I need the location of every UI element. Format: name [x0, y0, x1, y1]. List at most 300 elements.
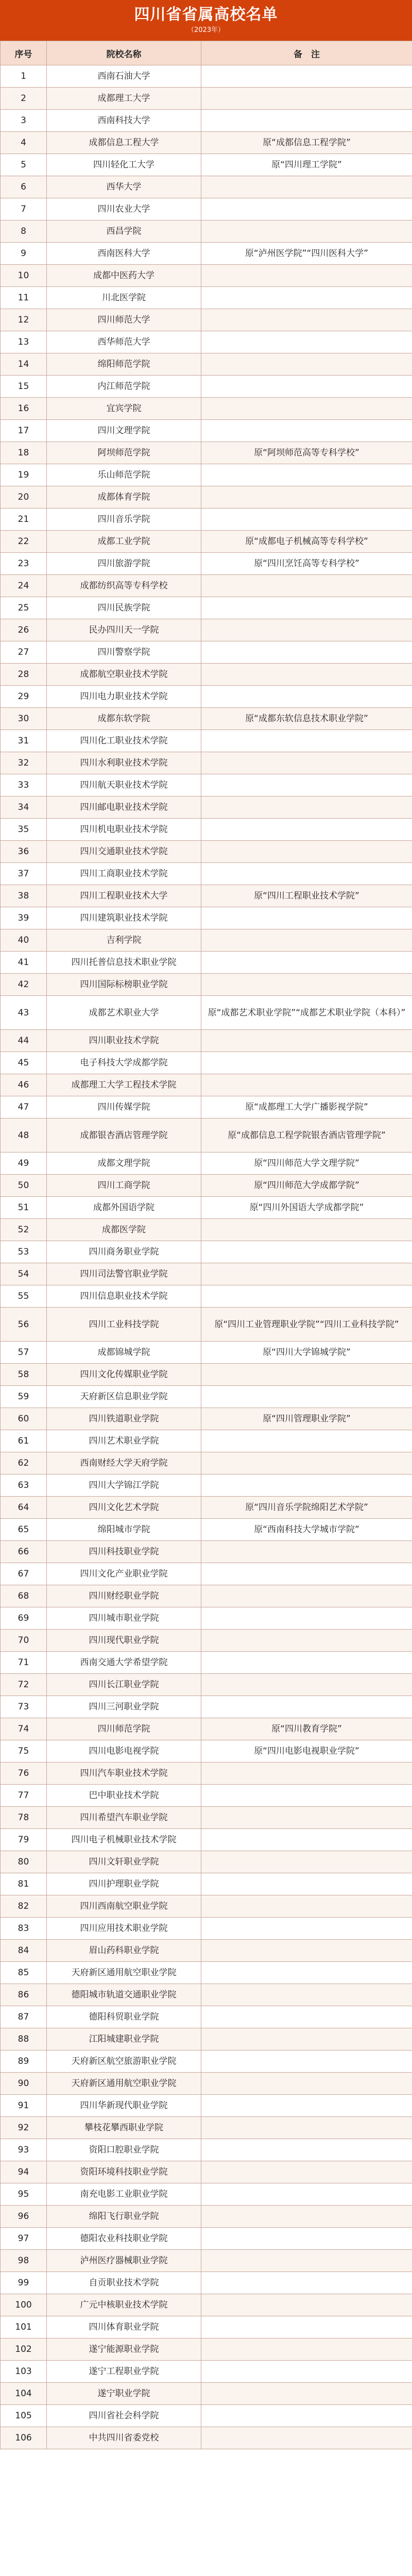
university-table: [0, 41, 412, 2449]
table-row: [1, 1541, 412, 1563]
school-name-cell: 四川护理职业学院: [47, 1873, 201, 1895]
table-row: [1, 531, 412, 553]
note-cell: 原“泸州医学院”“四川医科大学”: [201, 243, 412, 265]
note-cell: 原“成都信息工程学院银杏酒店管理学院”: [201, 1118, 412, 1153]
note-cell: [201, 1918, 412, 1940]
note-cell: [201, 1285, 412, 1308]
school-name-cell: 成都航空职业技术学院: [47, 664, 201, 686]
school-name-cell: 成都中医药大学: [47, 265, 201, 287]
row-number-cell: 82: [1, 1895, 47, 1918]
school-name-cell: 吉利学院: [47, 929, 201, 952]
note-cell: 原“成都东软信息技术职业学院”: [201, 708, 412, 730]
table-row: [1, 1408, 412, 1430]
note-cell: 原“四川电影电视职业学院”: [201, 1740, 412, 1762]
row-number-cell: 12: [1, 309, 47, 331]
school-name-cell: 攀枝花攀西职业学院: [47, 2117, 201, 2139]
row-number-cell: 48: [1, 1118, 47, 1153]
table-row: [1, 1030, 412, 1052]
table-header-row: [1, 41, 412, 65]
table-row: [1, 1829, 412, 1851]
note-cell: [201, 752, 412, 774]
note-cell: [201, 1585, 412, 1607]
row-number-cell: 53: [1, 1241, 47, 1263]
school-name-cell: 四川华新现代职业学院: [47, 2095, 201, 2117]
note-cell: [201, 486, 412, 509]
note-cell: 原“西南科技大学城市学院”: [201, 1519, 412, 1541]
table-row: [1, 110, 412, 132]
table-row: [1, 442, 412, 464]
table-row: [1, 597, 412, 619]
note-cell: [201, 664, 412, 686]
note-cell: [201, 265, 412, 287]
table-row: [1, 664, 412, 686]
school-name-cell: 天府新区航空旅游职业学院: [47, 2050, 201, 2073]
table-row: [1, 575, 412, 597]
note-cell: [201, 1607, 412, 1630]
row-number-cell: 103: [1, 2361, 47, 2383]
school-name-cell: 四川汽车职业技术学院: [47, 1762, 201, 1785]
row-number-cell: 10: [1, 265, 47, 287]
note-cell: [201, 2206, 412, 2228]
school-name-cell: 遂宁职业学院: [47, 2383, 201, 2405]
school-name-cell: 四川电影电视学院: [47, 1740, 201, 1762]
table-row: [1, 1740, 412, 1762]
row-number-cell: 8: [1, 221, 47, 243]
table-row: [1, 176, 412, 198]
row-number-cell: 88: [1, 2028, 47, 2050]
row-number-cell: 33: [1, 774, 47, 796]
note-cell: [201, 1762, 412, 1785]
table-row: [1, 1962, 412, 1984]
table-row: [1, 2050, 412, 2073]
note-cell: [201, 2294, 412, 2316]
row-number-cell: 80: [1, 1851, 47, 1873]
school-name-cell: 成都锦城学院: [47, 1342, 201, 1364]
table-row: [1, 819, 412, 841]
table-row: [1, 952, 412, 974]
table-row: [1, 1475, 412, 1497]
table-row: [1, 1430, 412, 1452]
row-number-cell: 23: [1, 553, 47, 575]
note-cell: 原“阿坝师范高等专科学校”: [201, 442, 412, 464]
table-row: [1, 1096, 412, 1118]
table-row: [1, 863, 412, 885]
note-cell: [201, 2117, 412, 2139]
note-cell: 原“四川大学锦城学院”: [201, 1342, 412, 1364]
note-cell: [201, 198, 412, 221]
school-name-cell: 四川农业大学: [47, 198, 201, 221]
row-number-cell: 56: [1, 1308, 47, 1342]
table-row: [1, 420, 412, 442]
table-row: [1, 708, 412, 730]
row-number-cell: 29: [1, 686, 47, 708]
row-number-cell: 9: [1, 243, 47, 265]
school-name-cell: 广元中核职业技术学院: [47, 2294, 201, 2316]
row-number-cell: 73: [1, 1696, 47, 1718]
note-cell: [201, 1851, 412, 1873]
row-number-cell: 16: [1, 398, 47, 420]
table-row: [1, 243, 412, 265]
school-name-cell: 成都银杏酒店管理学院: [47, 1118, 201, 1153]
row-number-cell: 89: [1, 2050, 47, 2073]
table-row: [1, 2338, 412, 2361]
table-row: [1, 686, 412, 708]
row-number-cell: 68: [1, 1585, 47, 1607]
table-row: [1, 265, 412, 287]
table-row: [1, 1895, 412, 1918]
table-row: [1, 2161, 412, 2183]
table-row: [1, 907, 412, 929]
row-number-cell: 7: [1, 198, 47, 221]
table-row: [1, 2383, 412, 2405]
school-name-cell: 成都外国语学院: [47, 1197, 201, 1219]
row-number-cell: 86: [1, 1984, 47, 2006]
school-name-cell: 四川艺术职业学院: [47, 1430, 201, 1452]
table-row: [1, 154, 412, 176]
school-name-cell: 四川希望汽车职业学院: [47, 1807, 201, 1829]
note-cell: [201, 1030, 412, 1052]
row-number-cell: 58: [1, 1364, 47, 1386]
school-name-cell: 天府新区通用航空职业学院: [47, 2073, 201, 2095]
row-number-cell: 70: [1, 1630, 47, 1652]
row-number-cell: 14: [1, 353, 47, 376]
table-row: [1, 1785, 412, 1807]
note-cell: [201, 730, 412, 752]
note-cell: [201, 2338, 412, 2361]
school-name-cell: 内江师范学院: [47, 376, 201, 398]
school-name-cell: 绵阳城市学院: [47, 1519, 201, 1541]
page-header: [0, 0, 412, 41]
school-name-cell: 四川现代职业学院: [47, 1630, 201, 1652]
school-name-cell: 绵阳师范学院: [47, 353, 201, 376]
table-row: [1, 2250, 412, 2272]
note-cell: [201, 907, 412, 929]
note-cell: [201, 1630, 412, 1652]
school-name-cell: 四川传媒学院: [47, 1096, 201, 1118]
table-row: [1, 641, 412, 664]
school-name-cell: 资阳环境科技职业学院: [47, 2161, 201, 2183]
note-cell: [201, 2316, 412, 2338]
school-name-cell: 四川铁道职业学院: [47, 1408, 201, 1430]
school-name-cell: 遂宁工程职业学院: [47, 2361, 201, 2383]
row-number-cell: 84: [1, 1940, 47, 1962]
row-number-cell: 24: [1, 575, 47, 597]
row-number-cell: 32: [1, 752, 47, 774]
table-row: [1, 198, 412, 221]
note-cell: [201, 2383, 412, 2405]
school-name-cell: 川北医学院: [47, 287, 201, 309]
row-number-cell: 72: [1, 1674, 47, 1696]
table-row: [1, 2294, 412, 2316]
school-name-cell: 成都理工大学工程技术学院: [47, 1074, 201, 1096]
table-row: [1, 1519, 412, 1541]
school-name-cell: 四川文化产业职业学院: [47, 1563, 201, 1585]
note-cell: [201, 1364, 412, 1386]
school-name-cell: 民办四川天一学院: [47, 619, 201, 641]
row-number-cell: 98: [1, 2250, 47, 2272]
column-header-note: 备 注: [201, 41, 412, 65]
row-number-cell: 21: [1, 509, 47, 531]
school-name-cell: 四川应用技术职业学院: [47, 1918, 201, 1940]
note-cell: [201, 1829, 412, 1851]
table-row: [1, 1285, 412, 1308]
table-row: [1, 1219, 412, 1241]
note-cell: [201, 420, 412, 442]
school-name-cell: 成都艺术职业大学: [47, 996, 201, 1030]
row-number-cell: 78: [1, 1807, 47, 1829]
school-name-cell: 西南交通大学希望学院: [47, 1652, 201, 1674]
school-name-cell: 天府新区信息职业学院: [47, 1386, 201, 1408]
note-cell: [201, 1541, 412, 1563]
school-name-cell: 四川文理学院: [47, 420, 201, 442]
table-row: [1, 2427, 412, 2449]
table-row: [1, 65, 412, 88]
row-number-cell: 65: [1, 1519, 47, 1541]
school-name-cell: 四川化工职业技术学院: [47, 730, 201, 752]
row-number-cell: 99: [1, 2272, 47, 2294]
note-cell: 原“四川工业管理职业学院”“四川工业科技学院”: [201, 1308, 412, 1342]
note-cell: [201, 1807, 412, 1829]
note-cell: [201, 176, 412, 198]
table-row: [1, 1197, 412, 1219]
row-number-cell: 37: [1, 863, 47, 885]
note-cell: [201, 309, 412, 331]
school-name-cell: 绵阳飞行职业学院: [47, 2206, 201, 2228]
school-name-cell: 江阳城建职业学院: [47, 2028, 201, 2050]
note-cell: [201, 398, 412, 420]
row-number-cell: 39: [1, 907, 47, 929]
note-cell: [201, 641, 412, 664]
table-row: [1, 1452, 412, 1475]
school-name-cell: 四川长江职业学院: [47, 1674, 201, 1696]
note-cell: [201, 841, 412, 863]
school-name-cell: 四川国际标榜职业学院: [47, 974, 201, 996]
row-number-cell: 13: [1, 331, 47, 353]
school-name-cell: 成都纺织高等专科学校: [47, 575, 201, 597]
note-cell: 原“四川工程职业技术学院”: [201, 885, 412, 907]
school-name-cell: 泸州医疗器械职业学院: [47, 2250, 201, 2272]
school-name-cell: 乐山师范学院: [47, 464, 201, 486]
table-row: [1, 996, 412, 1030]
school-name-cell: 西华大学: [47, 176, 201, 198]
table-row: [1, 2073, 412, 2095]
row-number-cell: 92: [1, 2117, 47, 2139]
note-cell: [201, 619, 412, 641]
school-name-cell: 四川工商职业技术学院: [47, 863, 201, 885]
row-number-cell: 49: [1, 1153, 47, 1175]
note-cell: [201, 1696, 412, 1718]
table-row: [1, 309, 412, 331]
school-name-cell: 巴中职业技术学院: [47, 1785, 201, 1807]
school-name-cell: 西南医科大学: [47, 243, 201, 265]
note-cell: 原“四川音乐学院绵阳艺术学院”: [201, 1497, 412, 1519]
note-cell: [201, 863, 412, 885]
table-row: [1, 1052, 412, 1074]
row-number-cell: 75: [1, 1740, 47, 1762]
school-name-cell: 西南科技大学: [47, 110, 201, 132]
note-cell: 原“四川外国语大学成都学院”: [201, 1197, 412, 1219]
note-cell: [201, 1674, 412, 1696]
table-row: [1, 1762, 412, 1785]
table-row: [1, 1118, 412, 1153]
row-number-cell: 36: [1, 841, 47, 863]
table-row: [1, 1342, 412, 1364]
row-number-cell: 26: [1, 619, 47, 641]
row-number-cell: 54: [1, 1263, 47, 1285]
note-cell: [201, 2427, 412, 2449]
school-name-cell: 电子科技大学成都学院: [47, 1052, 201, 1074]
note-cell: [201, 2095, 412, 2117]
table-row: [1, 885, 412, 907]
school-name-cell: 西昌学院: [47, 221, 201, 243]
note-cell: [201, 1873, 412, 1895]
table-row: [1, 1364, 412, 1386]
note-cell: 原“四川理工学院”: [201, 154, 412, 176]
school-name-cell: 四川师范大学: [47, 309, 201, 331]
school-name-cell: 成都体育学院: [47, 486, 201, 509]
note-cell: [201, 464, 412, 486]
note-cell: [201, 287, 412, 309]
row-number-cell: 74: [1, 1718, 47, 1740]
row-number-cell: 101: [1, 2316, 47, 2338]
note-cell: [201, 686, 412, 708]
note-cell: [201, 1652, 412, 1674]
table-row: [1, 1984, 412, 2006]
note-cell: 原“成都理工大学广播影视学院”: [201, 1096, 412, 1118]
row-number-cell: 100: [1, 2294, 47, 2316]
note-cell: 原“四川管理职业学院”: [201, 1408, 412, 1430]
school-name-cell: 遂宁能源职业学院: [47, 2338, 201, 2361]
school-name-cell: 成都工业学院: [47, 531, 201, 553]
note-cell: [201, 2161, 412, 2183]
note-cell: [201, 221, 412, 243]
note-cell: [201, 974, 412, 996]
school-name-cell: 四川西南航空职业学院: [47, 1895, 201, 1918]
row-number-cell: 3: [1, 110, 47, 132]
school-name-cell: 四川信息职业技术学院: [47, 1285, 201, 1308]
school-name-cell: 四川旅游学院: [47, 553, 201, 575]
school-name-cell: 四川警察学院: [47, 641, 201, 664]
row-number-cell: 2: [1, 88, 47, 110]
row-number-cell: 44: [1, 1030, 47, 1052]
school-name-cell: 西南石油大学: [47, 65, 201, 88]
row-number-cell: 97: [1, 2228, 47, 2250]
row-number-cell: 61: [1, 1430, 47, 1452]
school-name-cell: 西南财经大学天府学院: [47, 1452, 201, 1475]
school-name-cell: 德阳城市轨道交通职业学院: [47, 1984, 201, 2006]
school-name-cell: 四川轻化工大学: [47, 154, 201, 176]
row-number-cell: 62: [1, 1452, 47, 1475]
note-cell: [201, 2228, 412, 2250]
note-cell: [201, 1386, 412, 1408]
row-number-cell: 15: [1, 376, 47, 398]
row-number-cell: 102: [1, 2338, 47, 2361]
row-number-cell: 28: [1, 664, 47, 686]
row-number-cell: 55: [1, 1285, 47, 1308]
row-number-cell: 69: [1, 1607, 47, 1630]
row-number-cell: 43: [1, 996, 47, 1030]
row-number-cell: 79: [1, 1829, 47, 1851]
table-row: [1, 88, 412, 110]
school-name-cell: 西华师范大学: [47, 331, 201, 353]
row-number-cell: 19: [1, 464, 47, 486]
row-number-cell: 1: [1, 65, 47, 88]
note-cell: [201, 2006, 412, 2028]
table-row: [1, 1585, 412, 1607]
table-row: [1, 841, 412, 863]
note-cell: [201, 110, 412, 132]
note-cell: [201, 331, 412, 353]
table-row: [1, 1652, 412, 1674]
row-number-cell: 46: [1, 1074, 47, 1096]
school-name-cell: 四川文化传媒职业学院: [47, 1364, 201, 1386]
table-row: [1, 1940, 412, 1962]
note-cell: [201, 509, 412, 531]
table-row: [1, 486, 412, 509]
table-row: [1, 2206, 412, 2228]
school-name-cell: 成都文理学院: [47, 1153, 201, 1175]
note-cell: 原“四川烹饪高等专科学校”: [201, 553, 412, 575]
table-row: [1, 2183, 412, 2206]
school-name-cell: 成都医学院: [47, 1219, 201, 1241]
row-number-cell: 71: [1, 1652, 47, 1674]
note-cell: [201, 796, 412, 819]
note-cell: [201, 88, 412, 110]
row-number-cell: 59: [1, 1386, 47, 1408]
row-number-cell: 96: [1, 2206, 47, 2228]
note-cell: [201, 2183, 412, 2206]
table-row: [1, 331, 412, 353]
school-name-cell: 中共四川省委党校: [47, 2427, 201, 2449]
table-row: [1, 2316, 412, 2338]
table-row: [1, 1918, 412, 1940]
note-cell: [201, 1219, 412, 1241]
school-name-cell: 阿坝师范学院: [47, 442, 201, 464]
school-name-cell: 德阳农业科技职业学院: [47, 2228, 201, 2250]
note-cell: [201, 2272, 412, 2294]
note-cell: [201, 952, 412, 974]
school-name-cell: 四川建筑职业技术学院: [47, 907, 201, 929]
table-row: [1, 2028, 412, 2050]
row-number-cell: 95: [1, 2183, 47, 2206]
row-number-cell: 90: [1, 2073, 47, 2095]
note-cell: 原“成都信息工程学院”: [201, 132, 412, 154]
note-cell: [201, 353, 412, 376]
table-row: [1, 1607, 412, 1630]
school-name-cell: 四川文化艺术学院: [47, 1497, 201, 1519]
table-row: [1, 398, 412, 420]
note-cell: [201, 1052, 412, 1074]
row-number-cell: 17: [1, 420, 47, 442]
row-number-cell: 52: [1, 1219, 47, 1241]
table-row: [1, 1718, 412, 1740]
table-row: [1, 1308, 412, 1342]
school-name-cell: 四川职业技术学院: [47, 1030, 201, 1052]
school-name-cell: 四川大学锦江学院: [47, 1475, 201, 1497]
row-number-cell: 31: [1, 730, 47, 752]
school-name-cell: 四川城市职业学院: [47, 1607, 201, 1630]
school-name-cell: 四川托普信息技术职业学院: [47, 952, 201, 974]
school-name-cell: 自贡职业技术学院: [47, 2272, 201, 2294]
table-row: [1, 1807, 412, 1829]
school-name-cell: 宜宾学院: [47, 398, 201, 420]
table-row: [1, 929, 412, 952]
table-row: [1, 1263, 412, 1285]
note-cell: [201, 1475, 412, 1497]
page-subtitle: （2023年）: [187, 26, 225, 34]
note-cell: [201, 2139, 412, 2161]
table-row: [1, 1497, 412, 1519]
